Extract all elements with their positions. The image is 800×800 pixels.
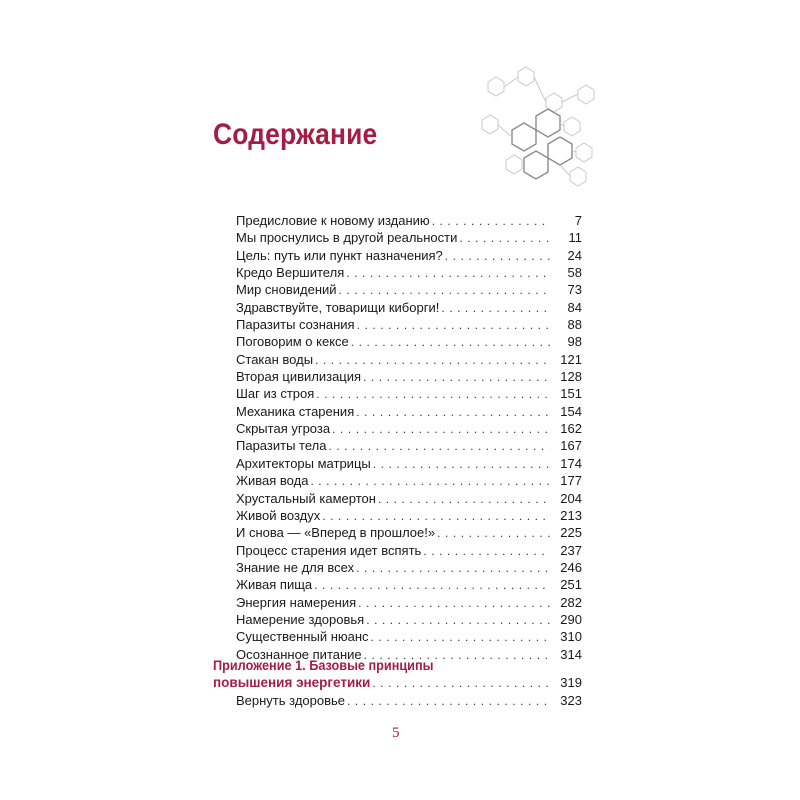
toc-entry[interactable] [236, 611, 582, 628]
toc-entry-label: Предисловие к новому изданию [236, 213, 430, 228]
toc-entry-label: Мы проснулись в другой реальности [236, 230, 458, 246]
toc-entry[interactable] [236, 576, 582, 593]
leader-dots [373, 455, 550, 472]
toc-entry[interactable] [236, 542, 582, 559]
toc-entry-page-number: 290 [560, 611, 582, 627]
toc-entry-label: Живой воздух [236, 507, 321, 523]
toc-entry-appendix-sub[interactable] [236, 692, 582, 709]
toc-entry-label: Знание не для всех [236, 559, 355, 575]
toc-entry-page-number: 167 [560, 438, 582, 454]
leader-dots [358, 594, 550, 611]
leader-dots [314, 576, 550, 593]
toc-entry-page-number: 204 [560, 490, 582, 506]
toc-entry[interactable] [236, 455, 582, 472]
toc-entry-page-number: 251 [560, 577, 582, 593]
leader-dots [316, 385, 550, 402]
toc-entry-page-number: 174 [560, 455, 582, 471]
toc-entry-page-number: 213 [560, 507, 582, 523]
toc-entry-label: Вернуть здоровье [236, 693, 346, 708]
leader-dots [356, 403, 550, 420]
appendix-heading-line1: Приложение 1. Базовые принципы [213, 658, 434, 673]
leader-dots [332, 420, 550, 437]
toc-entry-page-number: 88 [567, 317, 582, 333]
leader-dots [351, 333, 550, 350]
toc-entry-label: Живая вода [236, 473, 309, 489]
toc-entry[interactable] [236, 212, 582, 229]
toc-entry[interactable] [236, 490, 582, 507]
toc-entry-page-number: 282 [560, 594, 582, 610]
toc-entry-page-number: 225 [560, 525, 582, 541]
toc-entry-page-number: 58 [567, 265, 582, 281]
toc-entry-page-number: 128 [560, 369, 582, 385]
page-title: Содержание [213, 118, 378, 151]
leader-dots [437, 524, 550, 541]
toc-entry-label: Паразиты тела [236, 438, 327, 454]
toc-entry-label: Мир сновидений [236, 282, 337, 298]
toc-entry-page-number: 84 [567, 299, 582, 315]
toc-entry[interactable] [236, 524, 582, 541]
toc-entry-page-number: 177 [560, 473, 582, 489]
toc-entry-label: Поговорим о кексе [236, 334, 349, 350]
toc-entry[interactable] [236, 316, 582, 333]
toc-entry-label: Намерение здоровья [236, 611, 365, 627]
toc-entry-page-number: 24 [567, 247, 582, 263]
toc-entry[interactable] [236, 333, 582, 350]
leader-dots [357, 316, 550, 333]
leader-dots [371, 628, 550, 645]
toc-entry-label: Вторая цивилизация [236, 369, 362, 385]
toc-entry-label: Кредо Вершителя [236, 265, 345, 281]
toc-entry-label: Стакан воды [236, 351, 314, 367]
toc-entry[interactable] [236, 299, 582, 316]
leader-dots [378, 490, 550, 507]
toc-entry-label: Паразиты сознания [236, 317, 355, 333]
leader-dots [310, 472, 550, 489]
toc-entry-page-number: 73 [567, 282, 582, 298]
toc-entry-page-number: 246 [560, 559, 582, 575]
leader-dots [423, 542, 550, 559]
leader-dots [363, 368, 550, 385]
toc-entry[interactable] [236, 594, 582, 611]
toc-entry-label: Скрытая угроза [236, 421, 331, 437]
toc-entry-page-number: 98 [567, 334, 582, 350]
toc-entry-page-number: 151 [560, 386, 582, 402]
leader-dots [347, 692, 550, 709]
toc-entry[interactable] [236, 507, 582, 524]
leader-dots [372, 674, 550, 691]
leader-dots [366, 611, 550, 628]
toc-entry-page-number: 237 [560, 542, 582, 558]
toc-entry-label: Осознанное питание [236, 646, 362, 662]
table-of-contents [236, 212, 582, 663]
toc-entry-page-number: 162 [560, 421, 582, 437]
toc-entry[interactable] [236, 264, 582, 281]
toc-entry-page-number: 121 [560, 351, 582, 367]
page-number-folio: 5 [392, 725, 400, 741]
toc-entry-label: Живая пища [236, 577, 313, 593]
toc-entry-label: Существенный нюанс [236, 629, 369, 645]
toc-entry[interactable] [236, 559, 582, 576]
toc-entry-label: Энергия намерения [236, 594, 357, 610]
toc-entry-page-number: 314 [560, 646, 582, 662]
toc-entry-label: Здравствуйте, товарищи киборги! [236, 299, 440, 315]
leader-dots [459, 229, 550, 246]
toc-entry[interactable] [236, 628, 582, 645]
toc-entry[interactable] [236, 403, 582, 420]
toc-entry[interactable] [236, 420, 582, 437]
toc-entry-page-number: 323 [560, 693, 582, 708]
appendix-entry[interactable] [213, 657, 582, 692]
toc-entry[interactable] [236, 247, 582, 264]
leader-dots [432, 212, 550, 229]
toc-entry-page-number: 310 [560, 629, 582, 645]
toc-entry-label: И снова — «Вперед в прошлое!» [236, 525, 436, 541]
appendix-heading-line2: повышения энергетики [213, 675, 371, 690]
toc-entry-label: Шаг из строя [236, 386, 315, 402]
toc-entry[interactable] [236, 385, 582, 402]
toc-entry[interactable] [236, 351, 582, 368]
leader-dots [339, 281, 550, 298]
appendix-page-number: 319 [560, 675, 582, 690]
toc-entry-label: Механика старения [236, 403, 355, 419]
leader-dots [445, 247, 550, 264]
leader-dots [346, 264, 550, 281]
toc-entry-page-number: 11 [568, 230, 582, 246]
toc-entry-page-number: 154 [560, 403, 582, 419]
leader-dots [315, 351, 550, 368]
leader-dots [441, 299, 550, 316]
toc-entry-label: Архитекторы матрицы [236, 455, 371, 471]
toc-entry[interactable] [236, 229, 582, 246]
toc-entry[interactable] [236, 472, 582, 489]
toc-entry[interactable] [236, 281, 582, 298]
toc-entry[interactable] [236, 368, 582, 385]
toc-entry[interactable] [236, 437, 582, 454]
toc-entry-label: Процесс старения идет вспять [236, 542, 422, 558]
toc-entry-label: Цель: путь или пункт назначения? [236, 247, 443, 263]
leader-dots [356, 559, 550, 576]
toc-entry-page-number: 7 [574, 213, 582, 228]
leader-dots [328, 437, 550, 454]
toc-entry-label: Хрустальный камертон [236, 490, 376, 506]
hexagon-network-icon [468, 60, 598, 195]
leader-dots [322, 507, 550, 524]
